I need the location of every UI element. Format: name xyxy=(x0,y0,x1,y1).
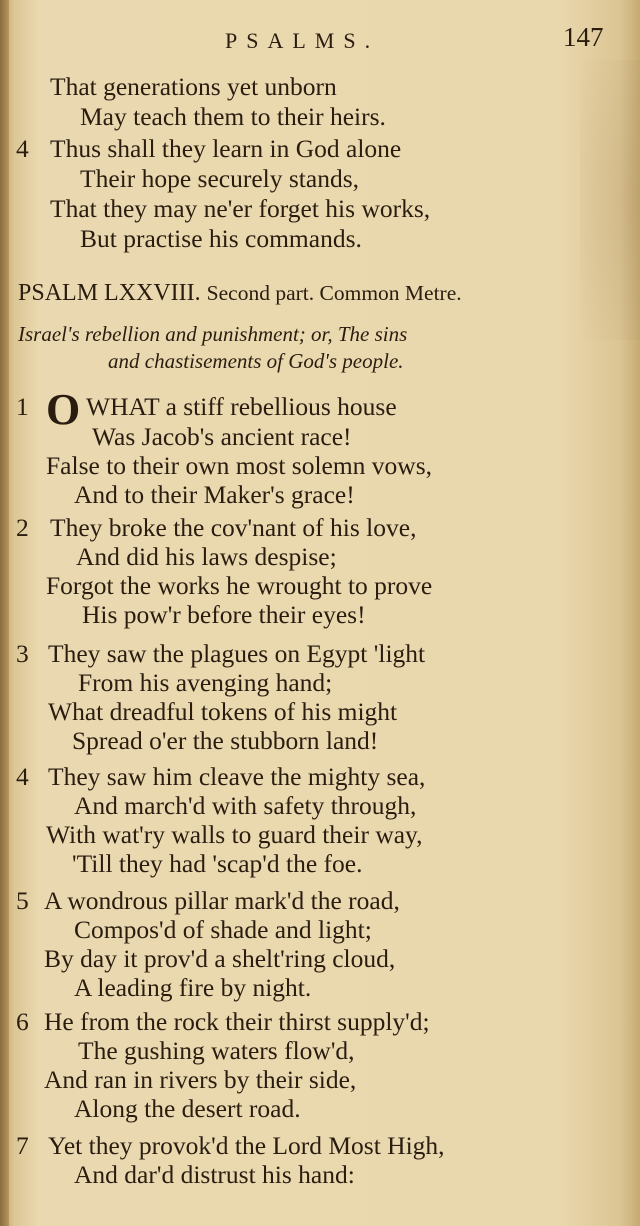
verse-line: He from the rock their thirst supply'd; xyxy=(44,1007,430,1036)
verse-line: His pow'r before their eyes! xyxy=(82,600,366,629)
verse-number: 4 xyxy=(16,134,29,163)
verse-line: Forgot the works he wrought to prove xyxy=(46,571,433,600)
verse-line: And march'd with safety through, xyxy=(74,791,417,820)
verse-number: 6 xyxy=(16,1007,29,1036)
verse-line: May teach them to their heirs. xyxy=(80,102,386,131)
verse-line: The gushing waters flow'd, xyxy=(78,1036,355,1065)
psalm-heading xyxy=(18,278,462,308)
verse-line: But practise his commands. xyxy=(80,224,362,253)
page-spine-shadow xyxy=(0,0,9,1226)
verse-line: Their hope securely stands, xyxy=(80,164,359,193)
drop-cap: O xyxy=(46,385,81,434)
page-header xyxy=(0,22,640,62)
verse-number: 4 xyxy=(16,762,29,791)
psalm-title: PSALM LXXVIII. xyxy=(18,280,201,306)
verse-line: And ran in rivers by their side, xyxy=(44,1065,357,1094)
verse-line: Compos'd of shade and light; xyxy=(74,915,372,944)
verse-line: And to their Maker's grace! xyxy=(74,480,355,509)
verse-line: And dar'd distrust his hand: xyxy=(74,1160,355,1189)
page-number: 147 xyxy=(563,22,604,52)
verse-line: They saw the plagues on Egypt 'light xyxy=(48,639,426,668)
verse-line: That they may ne'er forget his works, xyxy=(50,194,431,223)
verse-line: With wat'ry walls to guard their way, xyxy=(46,820,423,849)
verse-line: 'Till they had 'scap'd the foe. xyxy=(72,849,363,878)
verse-line: That generations yet unborn xyxy=(50,72,337,101)
verse-line: They saw him cleave the mighty sea, xyxy=(48,762,426,791)
verse-line: Thus shall they learn in God alone xyxy=(50,134,402,163)
verse-line: They broke the cov'nant of his love, xyxy=(50,513,417,542)
psalm-subtitle: Second part. Common Metre. xyxy=(206,281,462,305)
verse-number: 3 xyxy=(16,639,29,668)
page-edge-stain xyxy=(580,60,640,340)
verse-number: 1 xyxy=(16,392,29,421)
verse-line: By day it prov'd a shelt'ring cloud, xyxy=(44,944,396,973)
verse-line: Yet they provok'd the Lord Most High, xyxy=(48,1131,445,1160)
verse-number: 7 xyxy=(16,1131,29,1160)
verse-number: 5 xyxy=(16,886,29,915)
running-head: PSALMS. xyxy=(225,28,380,53)
psalm-argument-line-2: and chastisements of God's people. xyxy=(108,349,404,373)
verse-line: False to their own most solemn vows, xyxy=(46,451,433,480)
verse-line: A wondrous pillar mark'd the road, xyxy=(44,886,400,915)
verse-number: 2 xyxy=(16,513,29,542)
psalm-argument-line-1: Israel's rebellion and punishment; or, The sins xyxy=(18,322,408,346)
verse-line: Spread o'er the stubborn land! xyxy=(72,726,379,755)
verse-line: Was Jacob's ancient race! xyxy=(92,422,352,451)
verse-line: From his avenging hand; xyxy=(78,668,333,697)
verse-line: A leading fire by night. xyxy=(74,973,312,1002)
verse-line: And did his laws despise; xyxy=(76,542,337,571)
verse-line: WHAT a stiff rebellious house xyxy=(86,392,397,421)
verse-line: Along the desert road. xyxy=(74,1094,301,1123)
verse-line: What dreadful tokens of his might xyxy=(48,697,398,726)
